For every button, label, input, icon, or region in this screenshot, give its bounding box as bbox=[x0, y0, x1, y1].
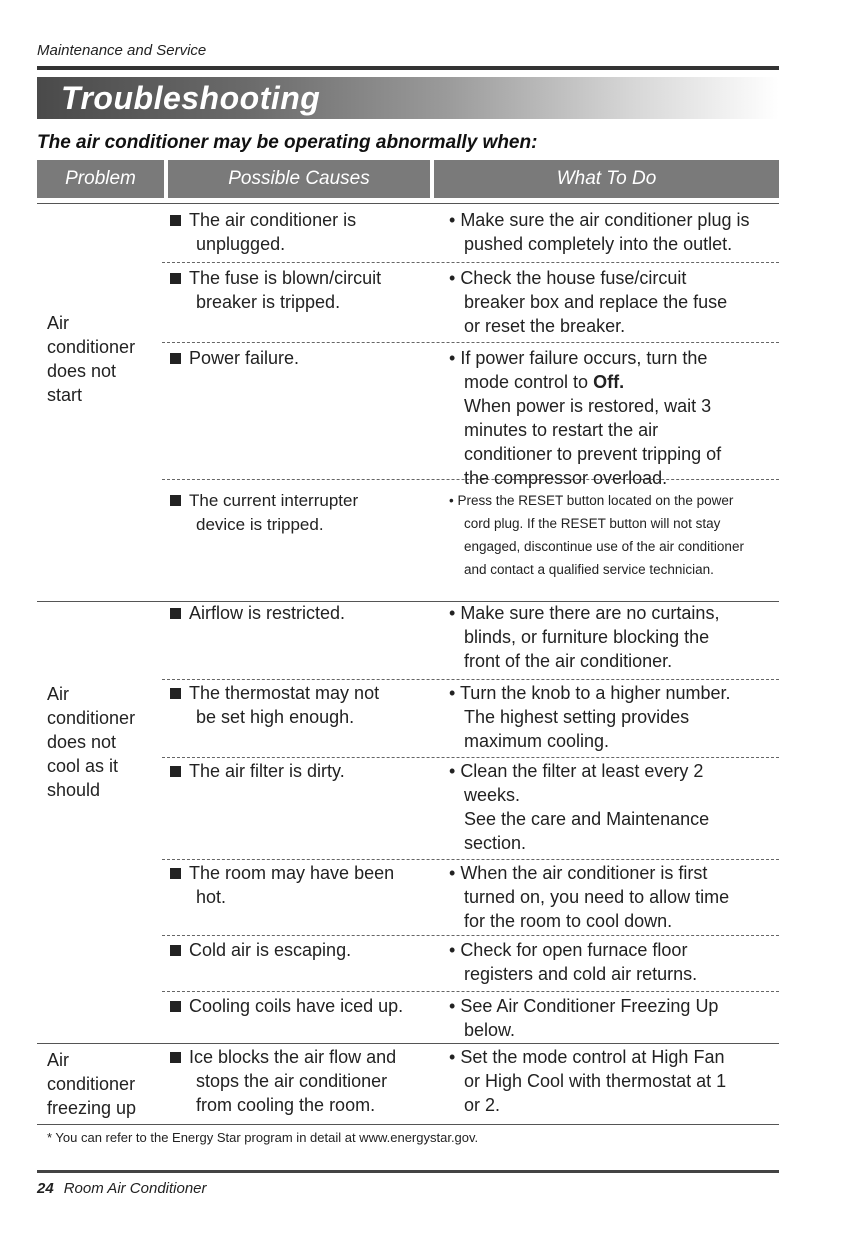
row-rule bbox=[162, 262, 779, 263]
todo-line: Press the RESET button located on the power bbox=[457, 493, 734, 508]
square-bullet-icon bbox=[170, 766, 181, 777]
cause-line: Power failure. bbox=[189, 348, 300, 368]
todo-line: and contact a qualified service technician. bbox=[464, 562, 714, 577]
problem-line: Air bbox=[47, 313, 69, 333]
square-bullet-icon bbox=[170, 215, 181, 226]
todo-line: Check for open furnace floor bbox=[460, 940, 688, 960]
todo-line: Set the mode control at High Fan bbox=[460, 1047, 725, 1067]
problem-line: does not bbox=[47, 732, 117, 752]
todo-line: conditioner to prevent tripping of bbox=[464, 444, 722, 464]
square-bullet-icon bbox=[170, 945, 181, 956]
subheading: The air conditioner may be operating abnormally when: bbox=[37, 132, 538, 153]
todo-line: front of the air conditioner. bbox=[464, 651, 673, 671]
todo-line: section. bbox=[464, 833, 527, 853]
cause-line: be set high enough. bbox=[196, 707, 355, 727]
table-bottom-rule bbox=[37, 1124, 779, 1125]
group-rule bbox=[37, 203, 779, 204]
todo-line: maximum cooling. bbox=[464, 731, 610, 751]
row-rule bbox=[162, 342, 779, 343]
todo-line: below. bbox=[464, 1020, 516, 1040]
row-rule bbox=[162, 935, 779, 936]
problem-does-not-start bbox=[47, 311, 135, 407]
square-bullet-icon bbox=[170, 495, 181, 506]
todo-line: Check the house fuse/circuit bbox=[460, 268, 687, 288]
square-bullet-icon bbox=[170, 1052, 181, 1063]
todo-unplugged: • Make sure the air conditioner plug is pushed completely into the outlet. bbox=[449, 208, 784, 256]
todo-line: for the room to cool down. bbox=[464, 911, 673, 931]
todo-line: minutes to restart the air bbox=[464, 420, 659, 440]
todo-line: breaker box and replace the fuse bbox=[464, 292, 728, 312]
column-header-todo-label: What To Do bbox=[556, 168, 657, 189]
section-title-bar bbox=[37, 77, 779, 119]
square-bullet-icon bbox=[170, 353, 181, 364]
cause-unplugged bbox=[170, 208, 435, 256]
column-header-causes-label: Possible Causes bbox=[228, 168, 370, 189]
square-bullet-icon bbox=[170, 1001, 181, 1012]
cause-line: Cooling coils have iced up. bbox=[189, 996, 404, 1016]
cause-line: hot. bbox=[196, 887, 227, 907]
cause-line: The current interrupter bbox=[189, 491, 359, 510]
cause-line: The room may have been bbox=[189, 863, 395, 883]
column-header-causes bbox=[168, 160, 430, 198]
footnote: * You can refer to the Energy Star program in detail at www.energystar.gov. bbox=[47, 1130, 479, 1145]
todo-room-hot: • When the air conditioner is first turned on, you need to allow time for the room to cool down. bbox=[449, 861, 784, 933]
problem-line: conditioner bbox=[47, 337, 136, 357]
todo-thermostat-low: • Turn the knob to a higher number. The highest setting provides maximum cooling. bbox=[449, 681, 784, 753]
problem-line: conditioner bbox=[47, 1074, 136, 1094]
row-rule bbox=[162, 991, 779, 992]
todo-line: Turn the knob to a higher number. bbox=[459, 683, 731, 703]
todo-line: turned on, you need to allow time bbox=[464, 887, 730, 907]
todo-line: If power failure occurs, turn the bbox=[460, 348, 708, 368]
running-head: Maintenance and Service bbox=[37, 42, 207, 59]
problem-line: should bbox=[47, 780, 101, 800]
todo-line: The highest setting provides bbox=[464, 707, 690, 727]
section-title: Troubleshooting bbox=[61, 80, 321, 116]
todo-line: See Air Conditioner Freezing Up bbox=[460, 996, 719, 1016]
footer-rule bbox=[37, 1170, 779, 1173]
page-footer bbox=[37, 1180, 207, 1197]
cause-power-failure bbox=[170, 346, 435, 370]
column-header-problem bbox=[37, 160, 164, 198]
row-rule bbox=[162, 859, 779, 860]
todo-line: Clean the filter at least every 2 bbox=[460, 761, 704, 781]
cause-line: breaker is tripped. bbox=[196, 292, 341, 312]
group-rule bbox=[37, 1043, 779, 1044]
todo-line: mode control to bbox=[464, 372, 594, 392]
cause-line: The air conditioner is bbox=[189, 210, 357, 230]
square-bullet-icon bbox=[170, 608, 181, 619]
square-bullet-icon bbox=[170, 688, 181, 699]
problem-line: Air bbox=[47, 1050, 69, 1070]
square-bullet-icon bbox=[170, 273, 181, 284]
todo-power-failure: • If power failure occurs, turn the mode control to Off. When power is restored, wait 3 minutes to restart the air conditioner to prevent tripping of the compressor overload. bbox=[449, 346, 784, 490]
problem-line: start bbox=[47, 385, 83, 405]
todo-line: Make sure the air conditioner plug is bbox=[460, 210, 750, 230]
cause-line: Airflow is restricted. bbox=[189, 603, 346, 623]
todo-line: Make sure there are no curtains, bbox=[460, 603, 720, 623]
todo-filter-dirty: • Clean the filter at least every 2 weeks. See the care and Maintenance section. bbox=[449, 759, 784, 855]
todo-line: blinds, or furniture blocking the bbox=[464, 627, 710, 647]
cause-room-hot bbox=[170, 861, 435, 909]
row-rule bbox=[162, 679, 779, 680]
todo-line: cord plug. If the RESET button will not stay bbox=[464, 516, 721, 531]
footer-title: Room Air Conditioner bbox=[63, 1180, 207, 1197]
cause-line: The fuse is blown/circuit bbox=[189, 268, 382, 288]
todo-line: When power is restored, wait 3 bbox=[464, 396, 712, 416]
cause-airflow-restricted bbox=[170, 601, 435, 625]
todo-line: weeks. bbox=[464, 785, 521, 805]
problem-line: conditioner bbox=[47, 708, 136, 728]
todo-line: or reset the breaker. bbox=[464, 316, 626, 336]
cause-filter-dirty bbox=[170, 759, 435, 783]
todo-line: pushed completely into the outlet. bbox=[464, 234, 733, 254]
problem-freezing-up bbox=[47, 1048, 136, 1120]
cause-line: stops the air conditioner bbox=[196, 1071, 388, 1091]
problem-line: freezing up bbox=[47, 1098, 137, 1118]
cause-line: from cooling the room. bbox=[196, 1095, 376, 1115]
todo-line: or High Cool with thermostat at 1 bbox=[464, 1071, 727, 1091]
todo-line: registers and cold air returns. bbox=[464, 964, 698, 984]
cause-line: device is tripped. bbox=[196, 515, 324, 534]
cause-ice-blocks bbox=[170, 1045, 435, 1117]
cause-line: The air filter is dirty. bbox=[189, 761, 345, 781]
cause-line: The thermostat may not bbox=[189, 683, 380, 703]
todo-line: engaged, discontinue use of the air conditioner bbox=[464, 539, 744, 554]
cause-line: Cold air is escaping. bbox=[189, 940, 352, 960]
todo-line: or 2. bbox=[464, 1095, 501, 1115]
todo-line: See the care and Maintenance bbox=[464, 809, 710, 829]
todo-interrupter-tripped: • Press the RESET button located on the power cord plug. If the RESET button will not stay engaged, discontinue use of the air conditioner and contact a qualified service technician. bbox=[449, 489, 784, 581]
todo-coils-iced: • See Air Conditioner Freezing Up below. bbox=[449, 994, 784, 1042]
todo-cold-air-escaping: • Check for open furnace floor registers and cold air returns. bbox=[449, 938, 784, 986]
column-header-problem-label: Problem bbox=[65, 168, 136, 189]
todo-ice-blocks: • Set the mode control at High Fan or High Cool with thermostat at 1 or 2. bbox=[449, 1045, 784, 1117]
cause-line: unplugged. bbox=[196, 234, 286, 254]
cause-thermostat-low bbox=[170, 681, 435, 729]
square-bullet-icon bbox=[170, 868, 181, 879]
problem-line: does not bbox=[47, 361, 117, 381]
cause-interrupter-tripped bbox=[170, 489, 435, 537]
todo-line: When the air conditioner is first bbox=[460, 863, 708, 883]
page-number: 24 bbox=[37, 1180, 54, 1197]
todo-line: the compressor overload. bbox=[464, 468, 668, 488]
cause-cold-air-escaping bbox=[170, 938, 435, 962]
cause-line: Ice blocks the air flow and bbox=[189, 1047, 397, 1067]
problem-line: cool as it bbox=[47, 756, 119, 776]
todo-airflow-restricted: • Make sure there are no curtains, blinds, or furniture blocking the front of the air conditioner. bbox=[449, 601, 784, 673]
problem-does-not-cool bbox=[47, 682, 135, 802]
header-rule bbox=[37, 66, 779, 70]
row-rule bbox=[162, 757, 779, 758]
cause-coils-iced bbox=[170, 994, 435, 1018]
off-setting-label: Off. bbox=[593, 372, 625, 392]
problem-line: Air bbox=[47, 684, 69, 704]
cause-fuse-blown bbox=[170, 266, 435, 314]
column-header-todo bbox=[434, 160, 779, 198]
todo-fuse-blown: • Check the house fuse/circuit breaker box and replace the fuse or reset the breaker. bbox=[449, 266, 784, 338]
